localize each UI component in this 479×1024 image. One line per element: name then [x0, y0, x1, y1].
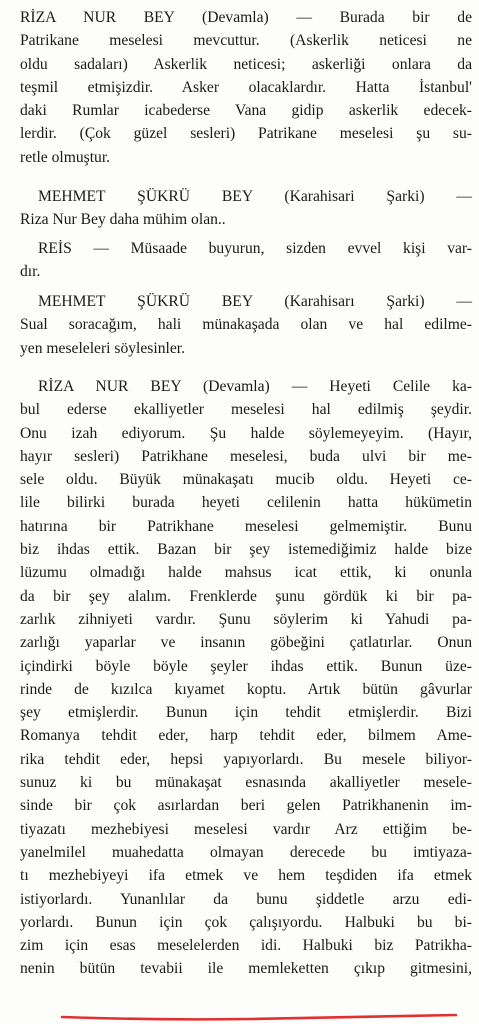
paragraph-riza-nur-2 — [20, 375, 472, 981]
text-line: hayır sesleri) Patrikhane meselesi, buda ulvi bir me- — [20, 447, 472, 465]
text-line: yorlardı. Bunun için çok çalışıyordu. Halbuki bu bi- — [20, 913, 472, 931]
text-line: lile bilirki burada heyeti celilenin hatta hükümetin — [20, 494, 472, 512]
text-line: zarlığı yaparlar ve insanın göbeğini çatlatırlar. Onun — [20, 634, 472, 652]
text-line: rinde de kızılca kıyamet koptu. Artık bütün gâvurlar — [20, 680, 472, 698]
text-line: bul ederse ekalliyetler meselesi hal edilmiş şeydir. — [20, 401, 472, 419]
text-line: lüzumu olmadığı halde mahsus icat ettik, ki onunla — [20, 564, 472, 582]
text-line: tiyazatı mezhebiyesi meselesi vardır Arz ettiğim be- — [20, 820, 472, 838]
text-line: rika tehdit eder, hepsi yapıyorlardı. Bu mesele biliyor- — [20, 750, 472, 768]
text-line: REİS — Müsaade buyurun, sizden evvel kişi var- — [38, 240, 472, 257]
text-line: lerdir. (Çok güzel sesleri) Patrikane meselesi şu su- — [20, 125, 472, 143]
text-line: da bir şey alalım. Frenklerde şunu gördük ki bir pa- — [20, 587, 472, 605]
paragraph-mehmet-sukru-2 — [20, 290, 472, 360]
text-line: tı mezhebiyeyi ifa etmek ve hem teşdiden ifa etmek — [20, 867, 472, 885]
text-line: teşmil etmişizdir. Asker olacaklardır. Hatta İstanbul' — [20, 78, 472, 96]
paragraph-riza-nur-1 — [20, 6, 472, 169]
text-line: retle olmuştur. — [20, 148, 111, 166]
text-line: zim için esas meselelerden idi. Halbuki biz Patrikha- — [20, 937, 472, 955]
text-line: Riza Nur Bey daha mühim olan.. — [20, 211, 226, 229]
underline-stroke — [62, 1015, 456, 1019]
text-line: zarlık zihniyeti vardır. Şunu söylerim ki Yahudi pa- — [20, 610, 472, 628]
text-line: oldu sadaları) Askerlik neticesi; askerliği onlara da — [20, 55, 472, 73]
text-line: Patrikane meselesi mevcuttur. (Askerlik neticesi ne — [20, 32, 472, 50]
paragraph-reis — [20, 237, 472, 284]
text-line: Sual soracağım, hali münakaşada olan ve hal edilme- — [20, 316, 472, 334]
text-line: MEHMET ŞÜKRÜ BEY (Karahisarı Şarki) — — [38, 293, 472, 310]
red-underline-annotation — [60, 1010, 458, 1024]
text-line: içindirki böyle böyle şeyler ihdas ettik. Bunun üze- — [20, 657, 472, 675]
text-line: biz ihdas ettik. Bazan bir şey istemediğimiz halde bize — [20, 541, 472, 559]
text-line: sinde bir çok asırlardan beri gelen Patrikhanenin im- — [20, 797, 472, 815]
text-line: nenin bütün tevabii ile memleketten çıkıp gitmesini, — [20, 960, 472, 978]
text-line: sunuz ki bu münakaşat esnasında akalliyetler mesele- — [20, 774, 472, 792]
text-line: şey etmişlerdir. Bunun için tehdit etmişlerdir. Bizi — [20, 704, 472, 722]
text-line: MEHMET ŞÜKRÜ BEY (Karahisari Şarki) — — [38, 188, 472, 205]
text-line: RİZA NUR BEY (Devamla) — Burada bir de — [20, 9, 472, 26]
text-line: istiyorlardı. Yunanlılar da bunu şiddetle arzu edi- — [20, 890, 472, 908]
paragraph-mehmet-sukru-1 — [20, 185, 472, 232]
text-line: RİZA NUR BEY (Devamla) — Heyeti Celile ka- — [38, 378, 472, 395]
text-line: yen meseleleri söylesinler. — [20, 339, 185, 357]
text-line: Romanya tehdit eder, harp tehdit eder, bilmem Ame- — [20, 727, 472, 745]
text-line: dır. — [20, 263, 41, 281]
text-line: sele oldu. Büyük münakaşatı mucib oldu. Heyeti ce- — [20, 471, 472, 489]
text-line: yanelmilel muahedatta olmayan derecede bu imtiyaza- — [20, 843, 472, 861]
text-line: Onu izah ediyorum. Şu halde söylemeyeyim. (Hayır, — [20, 424, 472, 442]
text-line: daki Rumlar icabederse Vana gidip askerlik edecek- — [20, 102, 472, 120]
text-line: hatırına bir Patrikhane meselesi gelmemiştir. Bunu — [20, 517, 472, 535]
